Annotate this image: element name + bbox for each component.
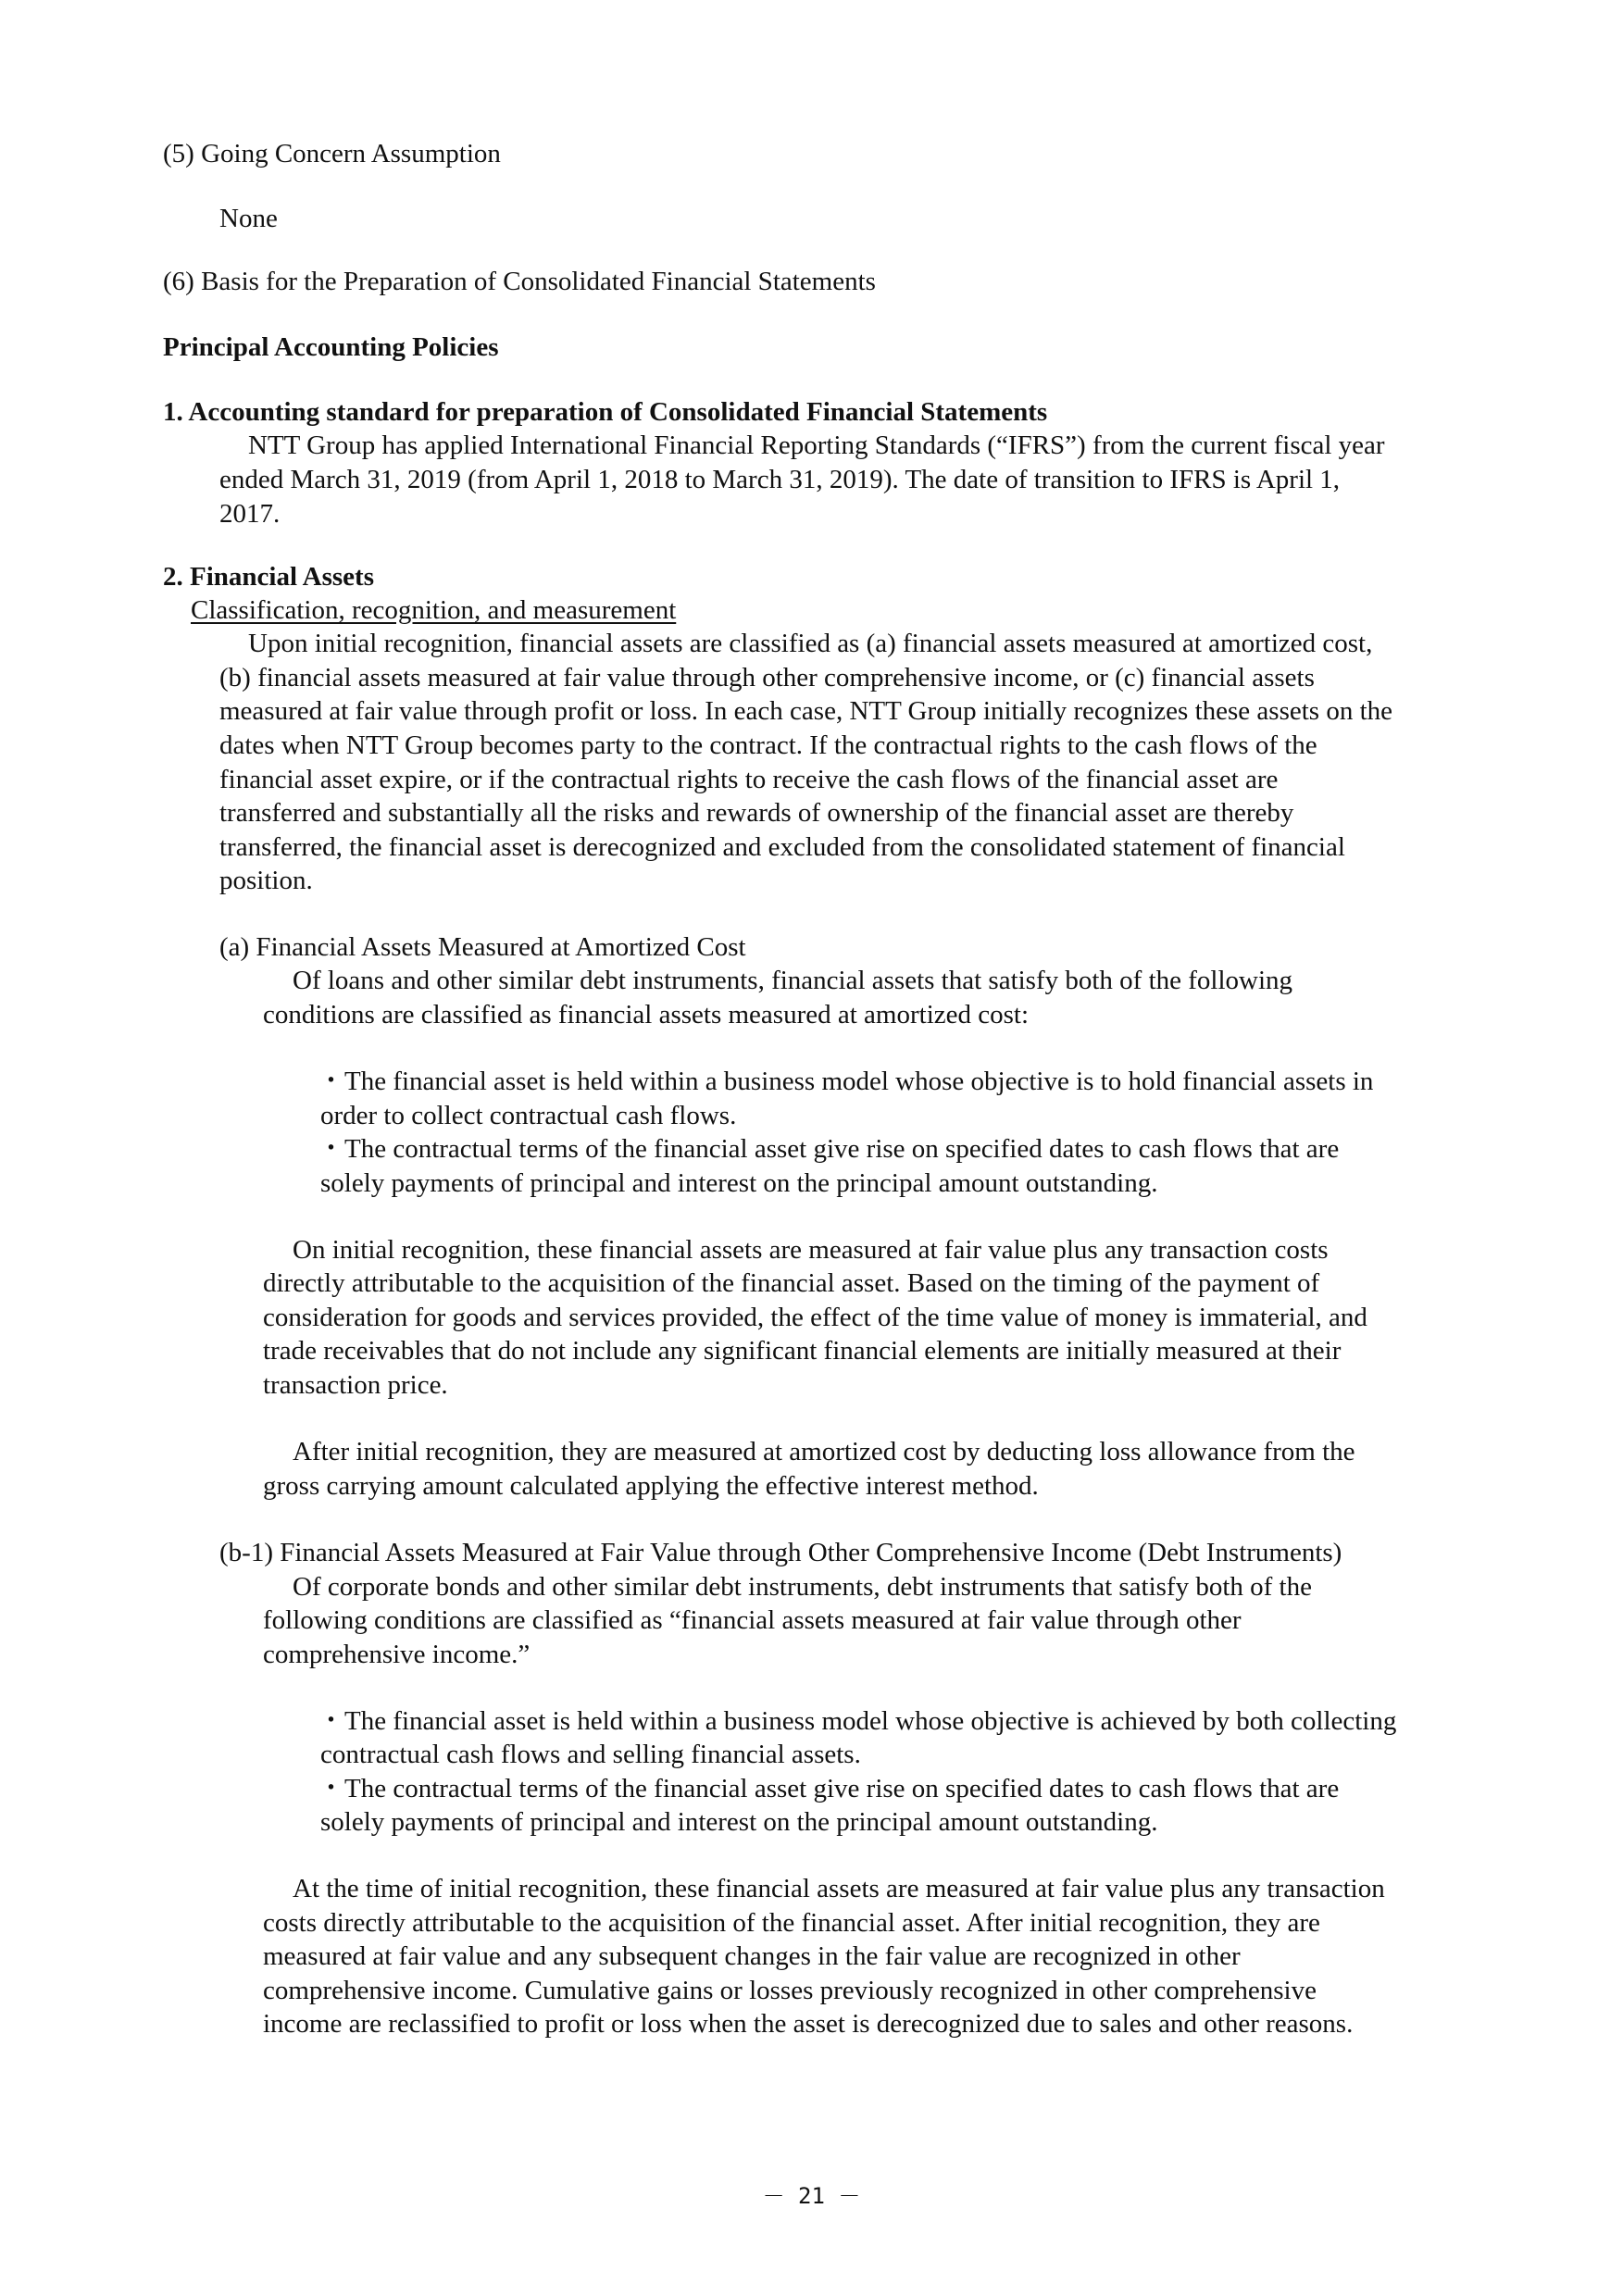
subsection-b1-intro-line: comprehensive income.” — [263, 1640, 531, 1669]
section2-intro-line: Upon initial recognition, financial assets are classified as (a) financial assets measured at amortized cost, — [248, 629, 1373, 658]
subsection-a-para2-line: On initial recognition, these financial assets are measured at fair value plus any transaction costs — [293, 1235, 1329, 1265]
section2-intro-line: transferred and substantially all the risks and rewards of ownership of the financial asset are thereby — [219, 798, 1294, 828]
subsection-a-bullet-cont: order to collect contractual cash flows. — [320, 1101, 737, 1130]
subsection-b1-bullet: ・The contractual terms of the financial asset give rise on specified dates to cash flows that are — [318, 1774, 1340, 1803]
basis-heading: (6) Basis for the Preparation of Consolidated Financial Statements — [163, 267, 876, 296]
subsection-a-bullet-cont: solely payments of principal and interest on the principal amount outstanding. — [320, 1168, 1158, 1198]
section1-line: NTT Group has applied International Financial Reporting Standards (“IFRS”) from the current fiscal year — [248, 430, 1385, 460]
going-concern-heading: (5) Going Concern Assumption — [163, 139, 501, 168]
section2-heading: 2. Financial Assets — [163, 562, 374, 592]
subsection-a-heading: (a) Financial Assets Measured at Amortized Cost — [219, 932, 746, 962]
section2-intro-line: measured at fair value through profit or loss. In each case, NTT Group initially recognizes these assets on the — [219, 696, 1393, 726]
page-number: － 21 － — [762, 2183, 861, 2209]
subsection-b1-bullet-cont: contractual cash flows and selling financial assets. — [320, 1740, 861, 1769]
subsection-a-para2-line: trade receivables that do not include any significant financial elements are initially measured at their — [263, 1336, 1342, 1366]
subsection-a-para3-line: gross carrying amount calculated applying the effective interest method. — [263, 1471, 1039, 1501]
subsection-b1-bullet-cont: solely payments of principal and interest on the principal amount outstanding. — [320, 1807, 1158, 1837]
section2-subheading: Classification, recognition, and measurement — [191, 595, 677, 625]
subsection-a-para2-line: consideration for goods and services provided, the effect of the time value of money is immaterial, and — [263, 1303, 1367, 1332]
subsection-b1-intro-line: following conditions are classified as “financial assets measured at fair value through other — [263, 1605, 1242, 1635]
section2-intro-line: financial asset expire, or if the contractual rights to receive the cash flows of the financial asset are — [219, 765, 1279, 794]
principal-policies-heading: Principal Accounting Policies — [163, 332, 499, 362]
subsection-b1-intro-line: Of corporate bonds and other similar debt instruments, debt instruments that satisfy both of the — [293, 1572, 1312, 1602]
subsection-a-intro-line: conditions are classified as financial assets measured at amortized cost: — [263, 1000, 1030, 1029]
subsection-b1-para2-line: At the time of initial recognition, these financial assets are measured at fair value plus any transaction — [293, 1874, 1385, 1903]
subsection-a-intro-line: Of loans and other similar debt instruments, financial assets that satisfy both of the following — [293, 966, 1293, 995]
subsection-b1-para2-line: comprehensive income. Cumulative gains or losses previously recognized in other comprehensive — [263, 1976, 1317, 2005]
subsection-b1-para2-line: income are reclassified to profit or loss when the asset is derecognized due to sales and other reasons. — [263, 2009, 1354, 2039]
section1-line: 2017. — [219, 499, 281, 529]
going-concern-body: None — [219, 204, 278, 233]
subsection-b1-bullet: ・The financial asset is held within a business model whose objective is achieved by both collecting — [318, 1706, 1397, 1736]
subsection-b1-para2-line: measured at fair value and any subsequent changes in the fair value are recognized in other — [263, 1941, 1241, 1971]
subsection-b1-heading: (b-1) Financial Assets Measured at Fair Value through Other Comprehensive Income (Debt Instruments) — [219, 1538, 1342, 1567]
subsection-a-bullet: ・The contractual terms of the financial asset give rise on specified dates to cash flows that are — [318, 1134, 1340, 1164]
section2-intro-line: position. — [219, 866, 313, 895]
subsection-a-bullet: ・The financial asset is held within a business model whose objective is to hold financial assets in — [318, 1067, 1374, 1096]
subsection-b1-para2-line: costs directly attributable to the acquisition of the financial asset. After initial recognition, they are — [263, 1908, 1320, 1938]
section2-intro-line: dates when NTT Group becomes party to the contract. If the contractual rights to the cash flows of the — [219, 730, 1317, 760]
subsection-a-para2-line: transaction price. — [263, 1370, 448, 1400]
section2-intro-line: (b) financial assets measured at fair value through other comprehensive income, or (c) financial assets — [219, 663, 1315, 693]
subsection-a-para2-line: directly attributable to the acquisition of the financial asset. Based on the timing of the payment of — [263, 1268, 1320, 1298]
subsection-a-para3-line: After initial recognition, they are measured at amortized cost by deducting loss allowance from the — [293, 1437, 1355, 1466]
section1-line: ended March 31, 2019 (from April 1, 2018 to March 31, 2019). The date of transition to IFRS is April 1, — [219, 465, 1341, 494]
section1-heading: 1. Accounting standard for preparation of Consolidated Financial Statements — [163, 397, 1048, 427]
section2-intro-line: transferred, the financial asset is derecognized and excluded from the consolidated statement of financial — [219, 832, 1345, 862]
